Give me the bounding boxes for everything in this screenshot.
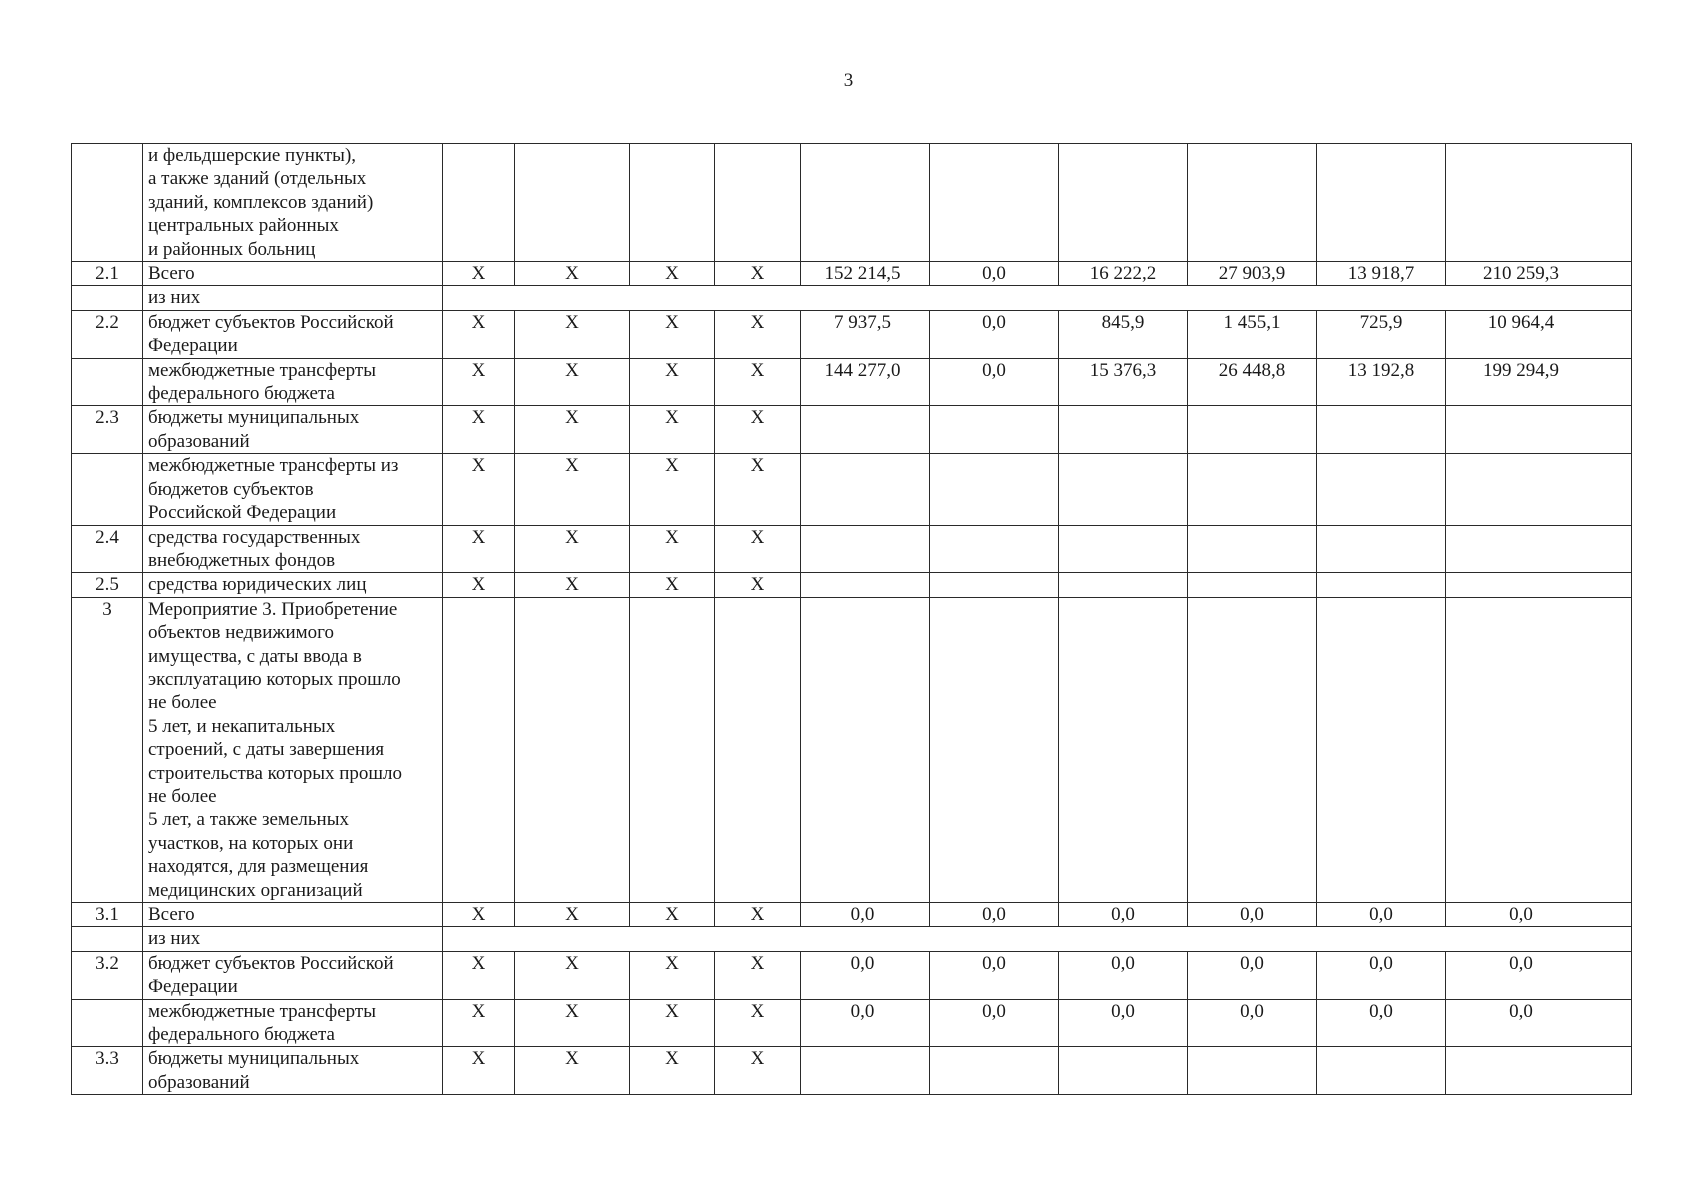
value-cell: [1446, 573, 1632, 597]
value-cell: [1446, 144, 1632, 262]
row-label-line: находятся, для размещения: [148, 856, 369, 878]
table-row: [72, 454, 1632, 525]
row-label-line: из них: [148, 928, 201, 950]
x-cell: X: [443, 406, 515, 454]
table-row: [72, 1047, 1632, 1095]
row-label-line: федерального бюджета: [148, 1024, 335, 1046]
x-cell: X: [443, 525, 515, 573]
value-cell: [1188, 454, 1317, 525]
row-label: [143, 927, 443, 951]
value-cell: 0,0: [1188, 903, 1317, 927]
table-row: [72, 310, 1632, 358]
x-cell: X: [515, 310, 630, 358]
x-cell: [515, 597, 630, 902]
value-cell: 0,0: [930, 903, 1059, 927]
value-cell: [1188, 144, 1317, 262]
row-label-line: Всего: [148, 904, 195, 925]
value-cell: [1188, 406, 1317, 454]
value-cell: 15 376,3: [1059, 358, 1188, 406]
x-cell: X: [515, 573, 630, 597]
row-label: [143, 310, 443, 358]
row-number: 3: [72, 597, 143, 902]
row-label: [143, 358, 443, 406]
value-cell: 13 918,7: [1317, 262, 1446, 286]
x-cell: [515, 144, 630, 262]
value-cell: [1059, 406, 1188, 454]
x-cell: X: [715, 262, 801, 286]
value-cell: 0,0: [1446, 999, 1632, 1047]
value-cell: 0,0: [1317, 999, 1446, 1047]
x-cell: X: [630, 454, 715, 525]
value-cell: 1 455,1: [1188, 310, 1317, 358]
value-cell: [930, 144, 1059, 262]
row-label-line: средства государственных: [148, 526, 361, 548]
value-cell: 0,0: [1446, 903, 1632, 927]
x-cell: X: [443, 310, 515, 358]
row-label-line: Мероприятие 3. Приобретение: [148, 598, 398, 620]
subheader-span-cell: [443, 286, 1632, 310]
row-label-line: и районных больниц: [148, 238, 316, 260]
x-cell: [715, 597, 801, 902]
value-cell: [801, 1047, 930, 1095]
row-number: 2.2: [72, 310, 143, 358]
x-cell: X: [515, 999, 630, 1047]
value-cell: [930, 573, 1059, 597]
value-cell: [1188, 573, 1317, 597]
row-label-line: центральных районных: [148, 215, 339, 237]
x-cell: [443, 597, 515, 902]
value-cell: 0,0: [930, 951, 1059, 999]
row-label-line: не более: [148, 785, 217, 807]
row-label-line: Федерации: [148, 976, 238, 998]
row-label-line: бюджет субъектов Российской: [148, 311, 394, 333]
table-row: [72, 525, 1632, 573]
x-cell: X: [715, 358, 801, 406]
value-cell: [1059, 573, 1188, 597]
value-cell: 199 294,9: [1446, 358, 1632, 406]
value-cell: 0,0: [930, 999, 1059, 1047]
value-cell: [1446, 406, 1632, 454]
row-label: [143, 406, 443, 454]
table-row: [72, 406, 1632, 454]
x-cell: X: [630, 573, 715, 597]
table-row: [72, 286, 1632, 310]
row-label: [143, 573, 443, 597]
value-cell: [930, 525, 1059, 573]
row-number: 2.3: [72, 406, 143, 454]
table-row: [72, 262, 1632, 286]
value-cell: 7 937,5: [801, 310, 930, 358]
table-row: [72, 999, 1632, 1047]
row-label: [143, 903, 443, 927]
subheader-span-cell: [443, 927, 1632, 951]
table-row: [72, 951, 1632, 999]
table-body: [72, 144, 1632, 1095]
row-number: 2.5: [72, 573, 143, 597]
value-cell: 0,0: [930, 310, 1059, 358]
value-cell: [1059, 597, 1188, 902]
x-cell: [715, 144, 801, 262]
x-cell: X: [630, 525, 715, 573]
value-cell: [801, 525, 930, 573]
x-cell: X: [443, 951, 515, 999]
x-cell: X: [515, 951, 630, 999]
value-cell: 0,0: [1059, 999, 1188, 1047]
table-row: [72, 573, 1632, 597]
x-cell: [630, 144, 715, 262]
value-cell: 0,0: [1317, 903, 1446, 927]
x-cell: X: [443, 999, 515, 1047]
x-cell: X: [630, 951, 715, 999]
value-cell: [1446, 1047, 1632, 1095]
value-cell: [1446, 597, 1632, 902]
x-cell: X: [443, 573, 515, 597]
row-label-line: Всего: [148, 263, 195, 285]
row-number: 3.1: [72, 903, 143, 927]
row-label-line: строений, с даты завершения: [148, 739, 385, 761]
value-cell: 0,0: [1059, 951, 1188, 999]
value-cell: 26 448,8: [1188, 358, 1317, 406]
x-cell: X: [715, 525, 801, 573]
row-number: 2.1: [72, 262, 143, 286]
row-number: [72, 454, 143, 525]
value-cell: 0,0: [1188, 999, 1317, 1047]
row-label: [143, 286, 443, 310]
value-cell: [1317, 454, 1446, 525]
value-cell: [1059, 144, 1188, 262]
value-cell: 0,0: [801, 951, 930, 999]
x-cell: X: [515, 525, 630, 573]
row-label-line: Российской Федерации: [148, 502, 337, 524]
row-label-line: 5 лет, а также земельных: [148, 809, 349, 831]
x-cell: X: [715, 454, 801, 525]
x-cell: X: [715, 999, 801, 1047]
row-label-line: а также зданий (отдельных: [148, 168, 367, 190]
table-row: [72, 597, 1632, 902]
row-label-line: 5 лет, и некапитальных: [148, 715, 336, 737]
value-cell: [930, 597, 1059, 902]
table-row: [72, 927, 1632, 951]
row-label-line: межбюджетные трансферты из: [148, 455, 399, 477]
x-cell: [630, 597, 715, 902]
row-label-line: имущества, с даты ввода в: [148, 645, 362, 667]
value-cell: [1188, 525, 1317, 573]
row-number: 3.2: [72, 951, 143, 999]
x-cell: X: [515, 358, 630, 406]
row-label-line: зданий, комплексов зданий): [148, 191, 374, 213]
x-cell: X: [715, 573, 801, 597]
x-cell: X: [443, 358, 515, 406]
value-cell: 210 259,3: [1446, 262, 1632, 286]
value-cell: [1317, 406, 1446, 454]
value-cell: [1317, 597, 1446, 902]
x-cell: X: [630, 1047, 715, 1095]
x-cell: X: [630, 999, 715, 1047]
x-cell: X: [515, 1047, 630, 1095]
x-cell: X: [443, 262, 515, 286]
row-label-line: федерального бюджета: [148, 383, 335, 405]
value-cell: 0,0: [1188, 951, 1317, 999]
row-label-line: образований: [148, 1071, 250, 1093]
row-label-line: бюджеты муниципальных: [148, 1048, 360, 1070]
x-cell: [443, 144, 515, 262]
row-label-line: объектов недвижимого: [148, 622, 335, 644]
row-number: [72, 927, 143, 951]
value-cell: [930, 406, 1059, 454]
row-label: [143, 597, 443, 902]
table-row: [72, 903, 1632, 927]
value-cell: 0,0: [801, 903, 930, 927]
value-cell: [801, 406, 930, 454]
row-label-line: бюджеты муниципальных: [148, 407, 360, 429]
value-cell: [1317, 573, 1446, 597]
value-cell: [1059, 1047, 1188, 1095]
value-cell: 0,0: [1059, 903, 1188, 927]
value-cell: [801, 573, 930, 597]
value-cell: [1317, 1047, 1446, 1095]
value-cell: [1188, 1047, 1317, 1095]
x-cell: X: [630, 358, 715, 406]
x-cell: X: [515, 903, 630, 927]
value-cell: 144 277,0: [801, 358, 930, 406]
value-cell: [801, 454, 930, 525]
value-cell: 16 222,2: [1059, 262, 1188, 286]
row-label: [143, 525, 443, 573]
value-cell: [930, 454, 1059, 525]
value-cell: [1059, 454, 1188, 525]
table-row: [72, 358, 1632, 406]
value-cell: 10 964,4: [1446, 310, 1632, 358]
row-label-line: межбюджетные трансферты: [148, 359, 376, 381]
row-label-line: бюджет субъектов Российской: [148, 952, 394, 974]
value-cell: [1446, 454, 1632, 525]
row-number: 2.4: [72, 525, 143, 573]
value-cell: 0,0: [801, 999, 930, 1047]
row-label-line: Федерации: [148, 335, 238, 357]
x-cell: X: [630, 262, 715, 286]
row-label-line: бюджетов субъектов: [148, 478, 314, 500]
row-number: [72, 999, 143, 1047]
row-label-line: межбюджетные трансферты: [148, 1000, 376, 1022]
row-label-line: строительства которых прошло: [148, 762, 403, 784]
value-cell: 0,0: [1317, 951, 1446, 999]
x-cell: X: [443, 903, 515, 927]
row-label-line: из них: [148, 287, 201, 309]
value-cell: 13 192,8: [1317, 358, 1446, 406]
value-cell: [1059, 525, 1188, 573]
x-cell: X: [515, 262, 630, 286]
row-label: [143, 262, 443, 286]
row-label: [143, 454, 443, 525]
row-label: [143, 951, 443, 999]
value-cell: [1317, 525, 1446, 573]
row-number: 3.3: [72, 1047, 143, 1095]
x-cell: X: [715, 903, 801, 927]
x-cell: X: [443, 1047, 515, 1095]
value-cell: [801, 597, 930, 902]
x-cell: X: [630, 406, 715, 454]
page-number: 3: [843, 70, 854, 91]
row-label: [143, 1047, 443, 1095]
row-label-line: и фельдшерские пункты),: [148, 145, 357, 166]
row-number: [72, 144, 143, 262]
row-label-line: образований: [148, 430, 250, 452]
row-number: [72, 286, 143, 310]
value-cell: 27 903,9: [1188, 262, 1317, 286]
value-cell: 725,9: [1317, 310, 1446, 358]
value-cell: 0,0: [1446, 951, 1632, 999]
budget-table: [71, 143, 1632, 1095]
x-cell: X: [715, 951, 801, 999]
value-cell: [930, 1047, 1059, 1095]
row-label-line: эксплуатацию которых прошло: [148, 668, 401, 690]
value-cell: [1446, 525, 1632, 573]
value-cell: [1188, 597, 1317, 902]
value-cell: 0,0: [930, 358, 1059, 406]
x-cell: X: [715, 310, 801, 358]
table-row: [72, 144, 1632, 262]
row-number: [72, 358, 143, 406]
x-cell: X: [630, 310, 715, 358]
x-cell: X: [630, 903, 715, 927]
x-cell: X: [715, 406, 801, 454]
row-label-line: не более: [148, 692, 217, 714]
value-cell: 845,9: [1059, 310, 1188, 358]
x-cell: X: [515, 454, 630, 525]
row-label-line: внебюджетных фондов: [148, 549, 336, 571]
value-cell: [1317, 144, 1446, 262]
row-label: [143, 144, 443, 262]
row-label: [143, 999, 443, 1047]
row-label-line: средства юридических лиц: [148, 574, 367, 596]
row-label-line: медицинских организаций: [148, 879, 363, 901]
row-label-line: участков, на которых они: [148, 832, 354, 854]
x-cell: X: [515, 406, 630, 454]
value-cell: 152 214,5: [801, 262, 930, 286]
value-cell: 0,0: [930, 262, 1059, 286]
x-cell: X: [443, 454, 515, 525]
value-cell: [801, 144, 930, 262]
x-cell: X: [715, 1047, 801, 1095]
